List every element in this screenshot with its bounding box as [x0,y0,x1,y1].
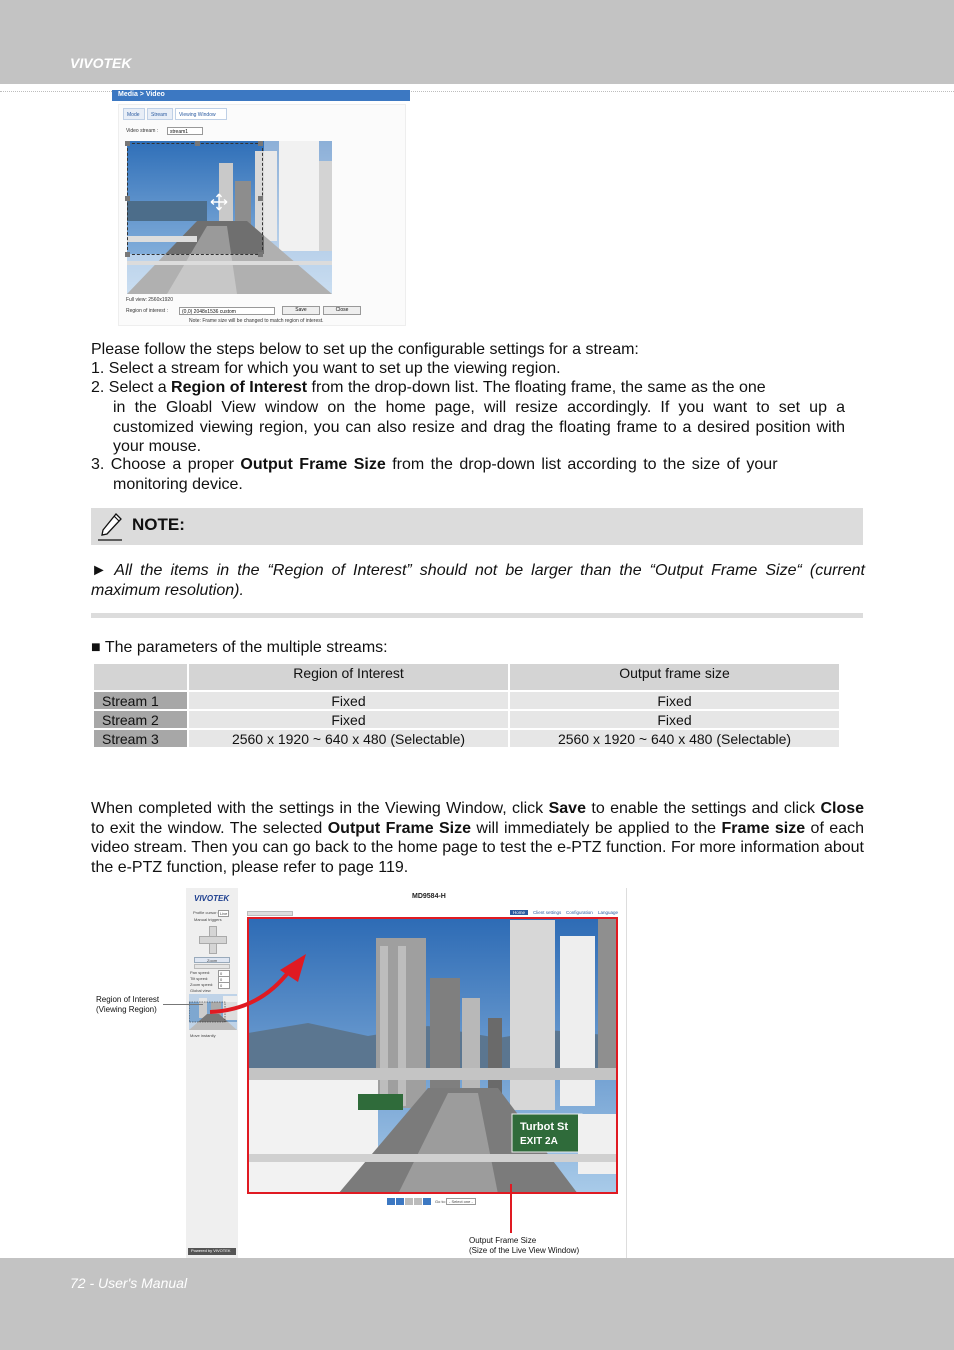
streams-table [92,662,841,749]
nav-client-settings[interactable]: Client settings [533,910,562,915]
zoom-speed-label: Zoom speed: [190,982,214,987]
instructions-step2: 2. Select a Region of Interest from the drop-down list. The floating frame, the same as the one [91,379,766,396]
tilt-speed-label: Tilt speed: [190,976,209,981]
row-label: Stream 3 [94,730,187,747]
table-cell: Fixed [189,692,508,709]
roi-label: Region of interest : [126,308,168,314]
table-row [94,711,839,728]
instructions-step3-continued: monitoring device. [113,476,243,493]
frame-size-note: Note: Frame size will be changed to match region of interest. [189,318,324,324]
resize-handle[interactable] [125,141,130,146]
nav-home[interactable]: Home [510,910,528,915]
nav-configuration[interactable]: Configuration [566,910,593,915]
ofs-callout-line [510,1184,512,1233]
pan-speed-label: Pan speed: [190,970,211,975]
manual-triggers[interactable]: Manual triggers [194,917,222,922]
table-row [94,730,839,747]
instructions-step1: 1. Select a stream for which you want to set up the viewing region. [91,360,561,377]
resize-handle[interactable] [195,141,200,146]
zoom-bar[interactable]: Zoom [194,957,230,963]
zoom-speed-select[interactable]: 0 [218,982,230,989]
instructions-intro: Please follow the steps below to set up the configurable settings for a stream: [91,341,639,358]
close-button[interactable]: Close [323,306,361,315]
save-button[interactable]: Save [282,306,320,315]
goto-label: Go to: [435,1199,446,1204]
instructions-step3: 3. Choose a proper Output Frame Size from the drop-down list according to the size of your [91,456,778,473]
profile-label: Profile cursor: [193,910,218,915]
tab-stream[interactable]: Stream [147,108,173,120]
pencil-icon [96,512,124,542]
vivotek-logo: VIVOTEK [194,894,230,903]
goto-select[interactable]: - Select one - [446,1198,476,1205]
sign-text: EXIT 2A [520,1136,558,1147]
global-view-label: Global view [190,988,211,993]
full-view-label: Full view: 2560x1920 [126,297,173,303]
instructions-step2-continued: in the Gloabl View window on the home page, will resize accordingly. If you want to set up a customized viewing region, you can also resize and drag the floating frame to a desired position with your mouse. [113,399,845,455]
tab-mode[interactable]: Mode [123,108,145,120]
sign-text: Turbot St [520,1121,569,1133]
profile-select[interactable]: Live [220,911,228,916]
page-number: 72 - User's Manual [70,1275,188,1291]
arrow-icon [200,950,310,1020]
note-divider [91,613,863,618]
resize-handle[interactable] [125,196,130,201]
table-cell: 2560 x 1920 ~ 640 x 480 (Selectable) [189,730,508,747]
table-header-row [94,664,839,690]
note-title: NOTE: [132,515,185,534]
playback-controls[interactable] [387,1198,433,1205]
row-label: Stream 1 [94,692,187,709]
note-box [91,508,863,545]
resize-handle[interactable] [258,252,263,257]
move-instantly-checkbox[interactable]: Move instantly [190,1033,216,1038]
nav-language[interactable]: Language [598,910,619,915]
table-cell: Fixed [510,692,839,709]
note-text: ► All the items in the “Region of Interest” should not be larger than the “Output Frame Size“ (current maximum resolution). [91,562,865,599]
completion-paragraph: When completed with the settings in the Viewing Window, click Save to enable the settings and click Close to exit the window. The selected Output Frame Size will immediately be applied to the Frame size of each video stream. Then you can go back to the home page to test the e-PTZ function. For more information about the e-PTZ function, please refer to page 119. [91,800,865,876]
row-label: Stream 2 [94,711,187,728]
brand-name: VIVOTEK [70,55,132,71]
table-header-roi: Region of Interest [189,664,508,690]
video-stream-label: Video stream : [126,128,159,134]
resize-handle[interactable] [258,141,263,146]
tilt-speed-select[interactable]: 0 [218,976,230,983]
view-toolbar[interactable] [247,911,293,916]
floating-frame[interactable] [127,143,263,255]
video-stream-select[interactable]: stream1 [167,127,203,135]
roi-callout-line [163,1004,203,1005]
table-row [94,692,839,709]
table-header-output: Output frame size [510,664,839,690]
live-view-sidebar [186,888,238,1258]
tab-viewing-window[interactable]: Viewing Window [175,108,227,120]
resize-handle[interactable] [125,252,130,257]
roi-select[interactable]: (0,0) 2048x1536 custom [179,307,275,315]
camera-model-title: MD9584-H [412,893,446,900]
table-cell: Fixed [510,711,839,728]
breadcrumb: Media > Video [112,90,410,101]
move-cursor-icon [210,193,228,211]
pan-speed-select[interactable]: 0 [218,970,230,977]
table-cell: 2560 x 1920 ~ 640 x 480 (Selectable) [510,730,839,747]
roi-callout: Region of Interest (Viewing Region) [96,995,160,1014]
page-footer [0,1258,954,1350]
powered-by: Powered by VIVOTEK [188,1248,236,1255]
page-header [0,0,954,84]
table-cell: Fixed [189,711,508,728]
table-header-empty [94,664,187,690]
table-caption: ■ The parameters of the multiple streams: [91,639,388,656]
resize-handle[interactable] [258,196,263,201]
ofs-callout: Output Frame Size (Size of the Live View Window) [469,1236,580,1255]
